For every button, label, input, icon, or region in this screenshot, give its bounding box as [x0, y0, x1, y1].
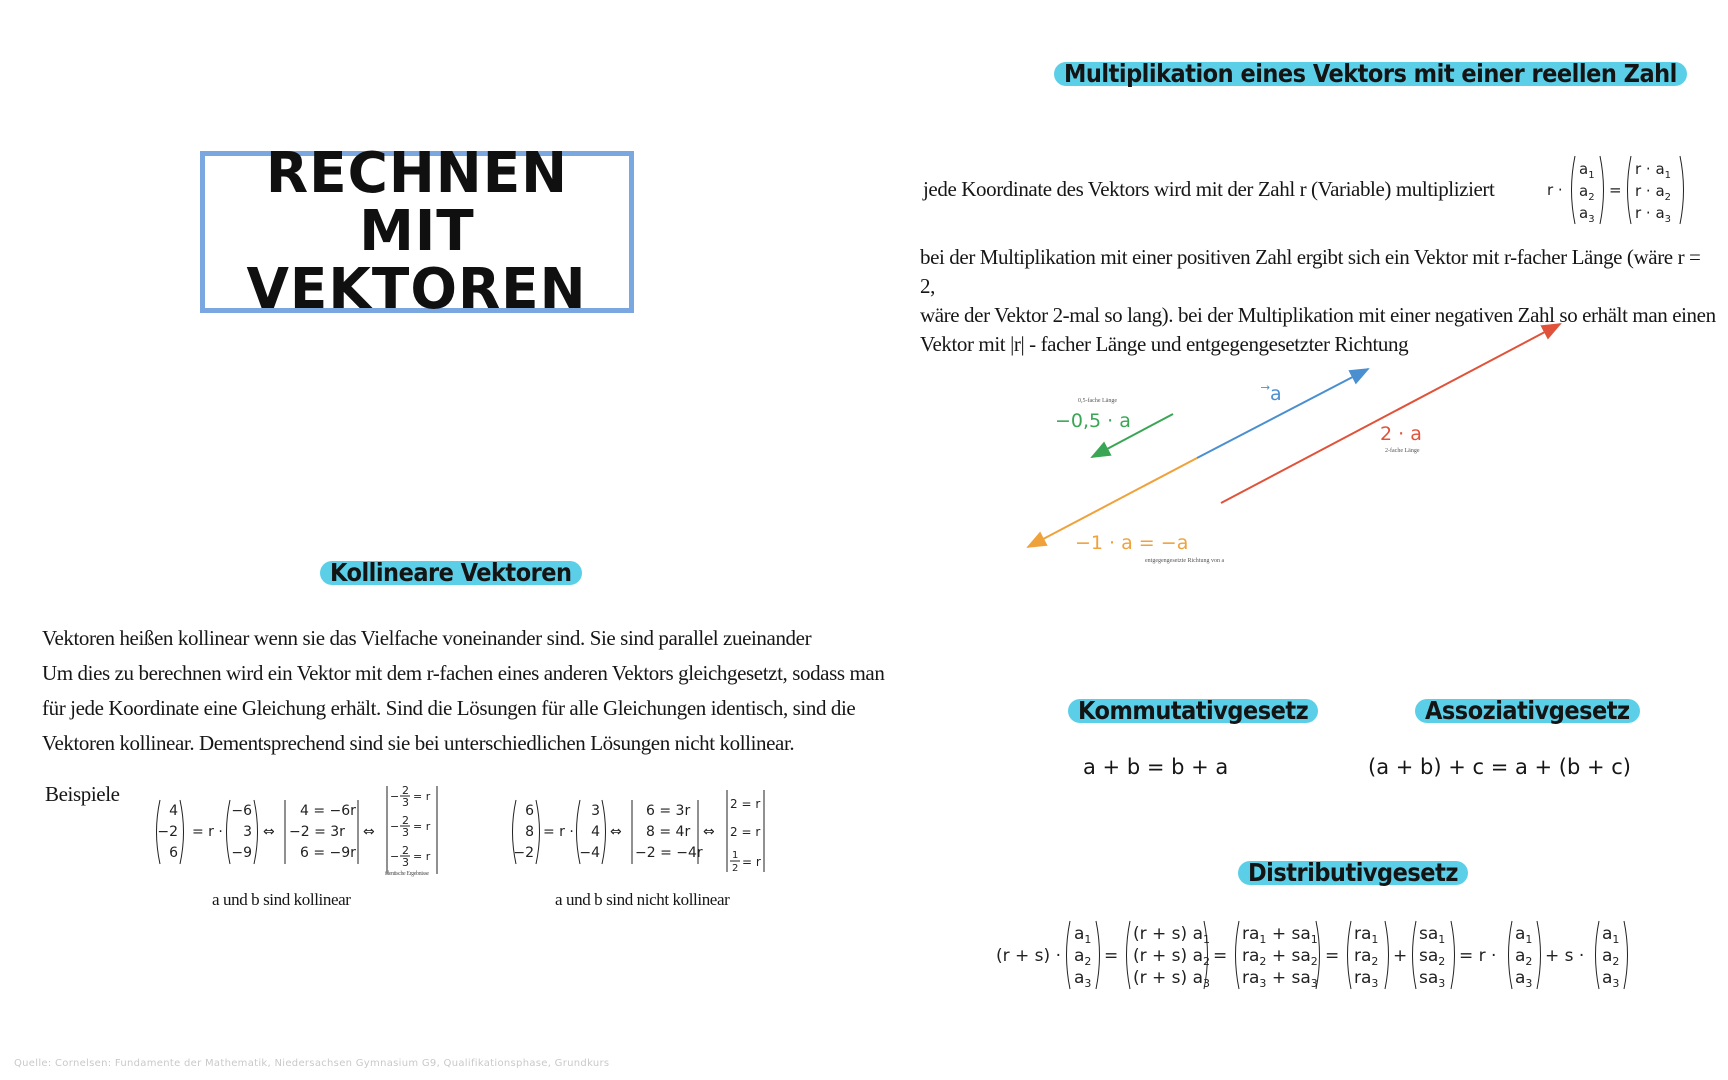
svg-text:+ s ·: + s ·	[1545, 946, 1585, 966]
label-two: 2 · a	[1380, 423, 1422, 445]
svg-text:a2: $a_2$	[1515, 946, 1533, 968]
svg-text:+: +	[1393, 946, 1408, 966]
svg-text:⇔: ⇔	[610, 824, 622, 840]
svg-text:a2: $a_2$	[1074, 946, 1092, 968]
svg-text:sa1: $sa_1$	[1419, 924, 1446, 946]
label-half-note: 0,5-fache Länge	[1078, 398, 1117, 404]
svg-text:a3: $a_3$	[1074, 968, 1092, 990]
heading-kommutativgesetz: Kommutativgesetz	[1068, 699, 1318, 723]
heading-assoziativgesetz: Assoziativgesetz	[1415, 699, 1640, 723]
example-2-caption-text: a und b sind nicht kollinear	[555, 890, 730, 909]
svg-text:a1: $a_1$	[1602, 924, 1620, 946]
svg-text:ra2 + sa2: $ra_2 + sa_2$	[1242, 946, 1318, 968]
svg-text:=: =	[1609, 181, 1622, 199]
svg-text:−2: −2	[513, 845, 534, 861]
svg-text:a2: $a_2$	[1579, 182, 1595, 203]
svg-text:a1: $a_1$	[1579, 160, 1595, 181]
svg-text:ra3 + sa3: $ra_3 + sa_3$	[1242, 968, 1318, 990]
svg-text:a1: $a_1$	[1515, 924, 1533, 946]
svg-text:= r: = r	[742, 855, 761, 869]
svg-text:=: =	[1325, 946, 1340, 966]
example-1-caption	[212, 890, 351, 910]
svg-text:2 = r: 2 = r	[730, 797, 761, 811]
kollinear-text	[42, 621, 902, 761]
example-1-formula	[150, 782, 450, 882]
svg-text:⇔: ⇔	[363, 824, 375, 840]
svg-text:1: 1	[732, 850, 739, 861]
svg-text:=: =	[1104, 946, 1119, 966]
svg-text:sa2: $sa_2$	[1419, 946, 1446, 968]
svg-text:−2: −2	[157, 824, 178, 840]
multiplikation-line-2: wäre der Vektor 2-mal so lang). bei der Multiplikation mit einer negativen Zahl so erhält man einen	[920, 303, 1716, 327]
label-two-note: 2-fache Länge	[1385, 448, 1420, 454]
svg-text:2 = r: 2 = r	[730, 825, 761, 839]
svg-text:−2 = 3r: −2 = 3r	[289, 824, 345, 840]
svg-text:⇔: ⇔	[263, 824, 275, 840]
svg-text:4 = −6r: 4 = −6r	[300, 803, 356, 819]
svg-text:ra3: $ra_3$	[1354, 968, 1379, 990]
svg-text:−: −	[390, 820, 400, 833]
svg-text:⇔: ⇔	[703, 824, 715, 840]
example-2-caption	[555, 890, 729, 910]
svg-text:2: 2	[732, 863, 739, 874]
svg-text:sa3: $sa_3$	[1419, 968, 1446, 990]
multiplikation-line-3: Vektor mit |r| - facher Länge und entgegengesetzter Richtung	[920, 332, 1409, 356]
assoziativ-formula: (a + b) + c = a + (b + c)	[1368, 755, 1631, 779]
svg-text:6 = −9r: 6 = −9r	[300, 845, 356, 861]
svg-text:8 = 4r: 8 = 4r	[646, 824, 691, 840]
distributiv-formula	[996, 915, 1636, 995]
svg-text:−: −	[390, 850, 400, 863]
svg-text:−4: −4	[579, 845, 600, 861]
title-line-1: RECHNEN MIT	[265, 141, 569, 264]
kommutativ-formula: a + b = b + a	[1083, 755, 1229, 779]
svg-text:2: 2	[402, 814, 409, 827]
svg-text:a3: $a_3$	[1515, 968, 1533, 990]
title-line-2: VEKTOREN	[246, 257, 588, 322]
multiplikation-rule: jede Koordinate des Vektors wird mit der Zahl r (Variable) multipliziert	[923, 177, 1495, 201]
svg-text:a2: $a_2$	[1602, 946, 1620, 968]
svg-text:6: 6	[169, 845, 178, 861]
kollinear-line-1: Vektoren heißen kollinear wenn sie das Vielfache voneinander sind. Sie sind parallel zueinander	[42, 626, 812, 650]
heading-kollineare-vektoren: Kollineare Vektoren	[320, 561, 582, 585]
svg-text:a1: $a_1$	[1074, 924, 1092, 946]
label-half: −0,5 · a	[1055, 410, 1131, 432]
svg-text:(r + s) ·: (r + s) ·	[996, 946, 1061, 966]
source-note: Quelle: Cornelsen: Fundamente der Mathematik, Niedersachsen Gymnasium G9, Qualifikationsphase, Grundkurs	[14, 1058, 610, 1069]
kollinear-line-2: Um dies zu berechnen wird ein Vektor mit dem r-fachen eines anderen Vektors gleichgesetzt, sodass man	[42, 661, 885, 685]
svg-text:−9: −9	[231, 845, 252, 861]
svg-text:3: 3	[402, 796, 409, 809]
svg-text:8: 8	[525, 824, 534, 840]
svg-text:= r ·: = r ·	[192, 824, 223, 840]
svg-text:a3: $a_3$	[1579, 204, 1595, 225]
kollinear-line-3: für jede Koordinate eine Gleichung erhält. Sind die Lösungen für alle Gleichungen identisch, sind die	[42, 696, 856, 720]
svg-text:3: 3	[402, 856, 409, 869]
svg-text:−: −	[390, 790, 400, 803]
label-a-text: a	[1270, 383, 1282, 405]
label-neg-note: entgegengesetzte Richtung von a	[1145, 558, 1225, 564]
svg-text:r · a3: $r \cdot a_3$	[1635, 204, 1672, 225]
svg-text:6 = 3r: 6 = 3r	[646, 803, 691, 819]
heading-distributivgesetz: Distributivgesetz	[1238, 861, 1468, 885]
svg-text:= r: = r	[413, 850, 431, 863]
vector-a-arrow	[1197, 369, 1368, 458]
vector-two-a-arrow	[1221, 324, 1560, 503]
svg-text:3: 3	[591, 803, 600, 819]
svg-text:ra1 + sa1: $ra_1 + sa_1$	[1242, 924, 1318, 946]
svg-text:−6: −6	[231, 803, 252, 819]
svg-text:3: 3	[402, 826, 409, 839]
svg-text:(r + s) a1: (r + s) $a_1$	[1133, 924, 1210, 946]
svg-text:ra2: $ra_2$	[1354, 946, 1379, 968]
svg-text:= r: = r	[413, 820, 431, 833]
svg-text:4: 4	[169, 803, 178, 819]
heading-multiplikation: Multiplikation eines Vektors mit einer reellen Zahl	[1054, 62, 1687, 86]
svg-text:(r + s) a3: (r + s) $a_3$	[1133, 968, 1210, 990]
svg-text:= r: = r	[413, 790, 431, 803]
example-1-caption-text: a und b sind kollinear	[212, 890, 351, 909]
multiplikation-line-1: bei der Multiplikation mit einer positiven Zahl ergibt sich ein Vektor mit r-facher Länge (wäre r = 2,	[920, 245, 1701, 298]
svg-text:4: 4	[591, 824, 600, 840]
svg-text:= r ·: = r ·	[543, 824, 574, 840]
svg-text:r ·: r ·	[1547, 181, 1563, 199]
title-box	[200, 141, 634, 322]
multiplikation-formula	[1545, 150, 1695, 230]
svg-text:3: 3	[243, 824, 252, 840]
svg-text:r · a2: $r \cdot a_2$	[1635, 182, 1672, 203]
example-2-formula	[506, 782, 776, 882]
identische-ergebnisse-note: identische Ergebnisse	[385, 871, 429, 877]
kollinear-line-4: Vektoren kollinear. Dementsprechend sind sie bei unterschiedlichen Lösungen nicht kollinear.	[42, 731, 795, 755]
label-neg: −1 · a = −a	[1075, 532, 1189, 554]
svg-text:r · a1: $r \cdot a_1$	[1635, 160, 1672, 181]
svg-text:= r ·: = r ·	[1459, 946, 1497, 966]
svg-text:=: =	[1213, 946, 1228, 966]
svg-text:a3: $a_3$	[1602, 968, 1620, 990]
label-a	[1270, 383, 1282, 405]
svg-text:(r + s) a2: (r + s) $a_2$	[1133, 946, 1210, 968]
svg-text:2: 2	[402, 784, 409, 797]
svg-text:−2 = −4r: −2 = −4r	[635, 845, 703, 861]
beispiele-label: Beispiele	[45, 782, 120, 806]
svg-text:6: 6	[525, 803, 534, 819]
svg-text:ra1: $ra_1$	[1354, 924, 1379, 946]
svg-text:2: 2	[402, 844, 409, 857]
